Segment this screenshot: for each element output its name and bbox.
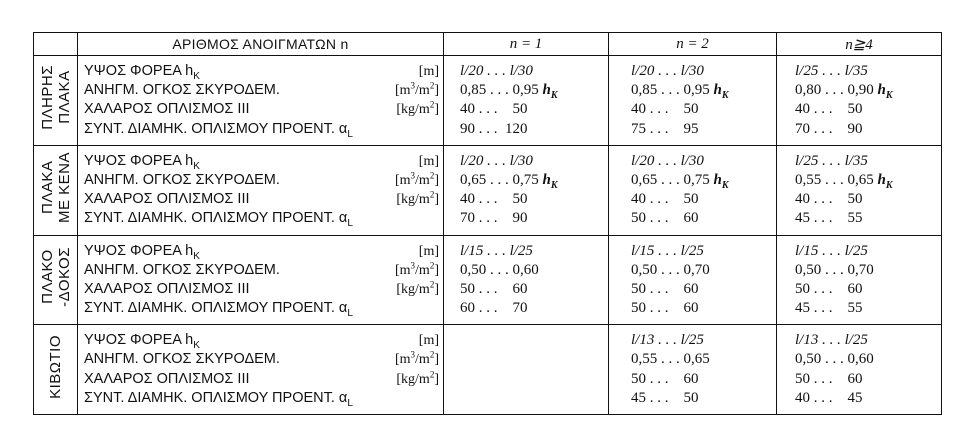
group-label-box: ΚΙΒΩΤΙΟ [34,325,78,415]
group-label-slab-beam: ΠΛΑΚΟ -ΔΟΚΟΣ [34,235,78,325]
values-n4: l/13 . . . l/25 0,50 . . . 0,60 50 . . . 60 40 . . . 45 [777,325,942,415]
values-n2: l/15 . . . l/25 0,50 . . . 0,70 50 . . . 60 50 . . . 60 [609,235,777,325]
values-n2: l/20 . . . l/30 0,85 . . . 0,95 $h_K$ 40 . . . 50 75 . . . 95 [609,56,777,146]
values-n4: l/25 . . . l/35 0,55 . . . 0,65 $h_K$ 40 . . . 50 45 . . . 55 [777,145,942,235]
param-labels: ΥΨΟΣ ΦΟΡΕΑ $h_K$ [m] ΑΝΗΓΜ. ΟΓΚΟΣ ΣΚΥΡΟΔΕΜ. $[m^3/m^2]$ ΧΑΛΑΡΟΣ ΟΠΛΙΣΜΟΣ III $[kg/m^2]$ ΣΥΝΤ. ΔΙΑΜΗΚ. ΟΠΛΙΣΜΟΥ ΠΡΟΕΝΤ. $\alpha_L$ [78,325,444,415]
param-labels: ΥΨΟΣ ΦΟΡΕΑ $h_K$ [m] ΑΝΗΓΜ. ΟΓΚΟΣ ΣΚΥΡΟΔΕΜ. $[m^3/m^2]$ ΧΑΛΑΡΟΣ ΟΠΛΙΣΜΟΣ III $[kg/m^2]$ ΣΥΝΤ. ΔΙΑΜΗΚ. ΟΠΛΙΣΜΟΥ ΠΡΟΕΝΤ. $\alpha_L$ [78,145,444,235]
design-parameters-table [33,32,942,415]
group-row-solid-slab [34,56,942,146]
header-corner [34,33,78,56]
group-row-hollow-slab [34,145,942,235]
param-labels: ΥΨΟΣ ΦΟΡΕΑ $h_K$ [m] ΑΝΗΓΜ. ΟΓΚΟΣ ΣΚΥΡΟΔΕΜ. $[m^3/m^2]$ ΧΑΛΑΡΟΣ ΟΠΛΙΣΜΟΣ III $[kg/m^2]$ ΣΥΝΤ. ΔΙΑΜΗΚ. ΟΠΛΙΣΜΟΥ ΠΡΟΕΝΤ. $\alpha_L$ [78,235,444,325]
group-label-solid-slab: ΠΛΗΡΗΣ ΠΛΑΚΑ [34,56,78,146]
values-n1: l/20 . . . l/30 0,85 . . . 0,95 $h_K$ 40 . . . 50 90 . . . 120 [444,56,609,146]
param-labels: ΥΨΟΣ ΦΟΡΕΑ $h_K$ [m] ΑΝΗΓΜ. ΟΓΚΟΣ ΣΚΥΡΟΔΕΜ. $[m^3/m^2]$ ΧΑΛΑΡΟΣ ΟΠΛΙΣΜΟΣ III $[kg/m^2]$ ΣΥΝΤ. ΔΙΑΜΗΚ. ΟΠΛΙΣΜΟΥ ΠΡΟΕΝΤ. $\alpha_L$ [78,56,444,146]
header-row [34,33,942,56]
group-row-slab-beam [34,235,942,325]
group-label-hollow-slab: ΠΛΑΚΑ ΜΕ ΚΕΝΑ [34,145,78,235]
group-row-box [34,325,942,415]
values-n1: l/15 . . . l/25 0,50 . . . 0,60 50 . . . 60 60 . . . 70 [444,235,609,325]
values-n4: l/15 . . . l/25 0,50 . . . 0,70 50 . . . 60 45 . . . 55 [777,235,942,325]
values-n2: l/13 . . . l/25 0,55 . . . 0,65 50 . . . 60 45 . . . 50 [609,325,777,415]
header-title: ΑΡΙΘΜΟΣ ΑΝΟΙΓΜΑΤΩΝ n [78,33,444,56]
values-n2: l/20 . . . l/30 0,65 . . . 0,75 $h_K$ 40 . . . 50 50 . . . 60 [609,145,777,235]
header-n1: n = 1 [444,33,609,56]
header-n2: n = 2 [609,33,777,56]
values-n1: l/20 . . . l/30 0,65 . . . 0,75 $h_K$ 40 . . . 50 70 . . . 90 [444,145,609,235]
values-n4: l/25 . . . l/35 0,80 . . . 0,90 $h_K$ 40 . . . 50 70 . . . 90 [777,56,942,146]
header-n4: n≧4 [777,33,942,56]
values-n1-empty [444,325,609,415]
